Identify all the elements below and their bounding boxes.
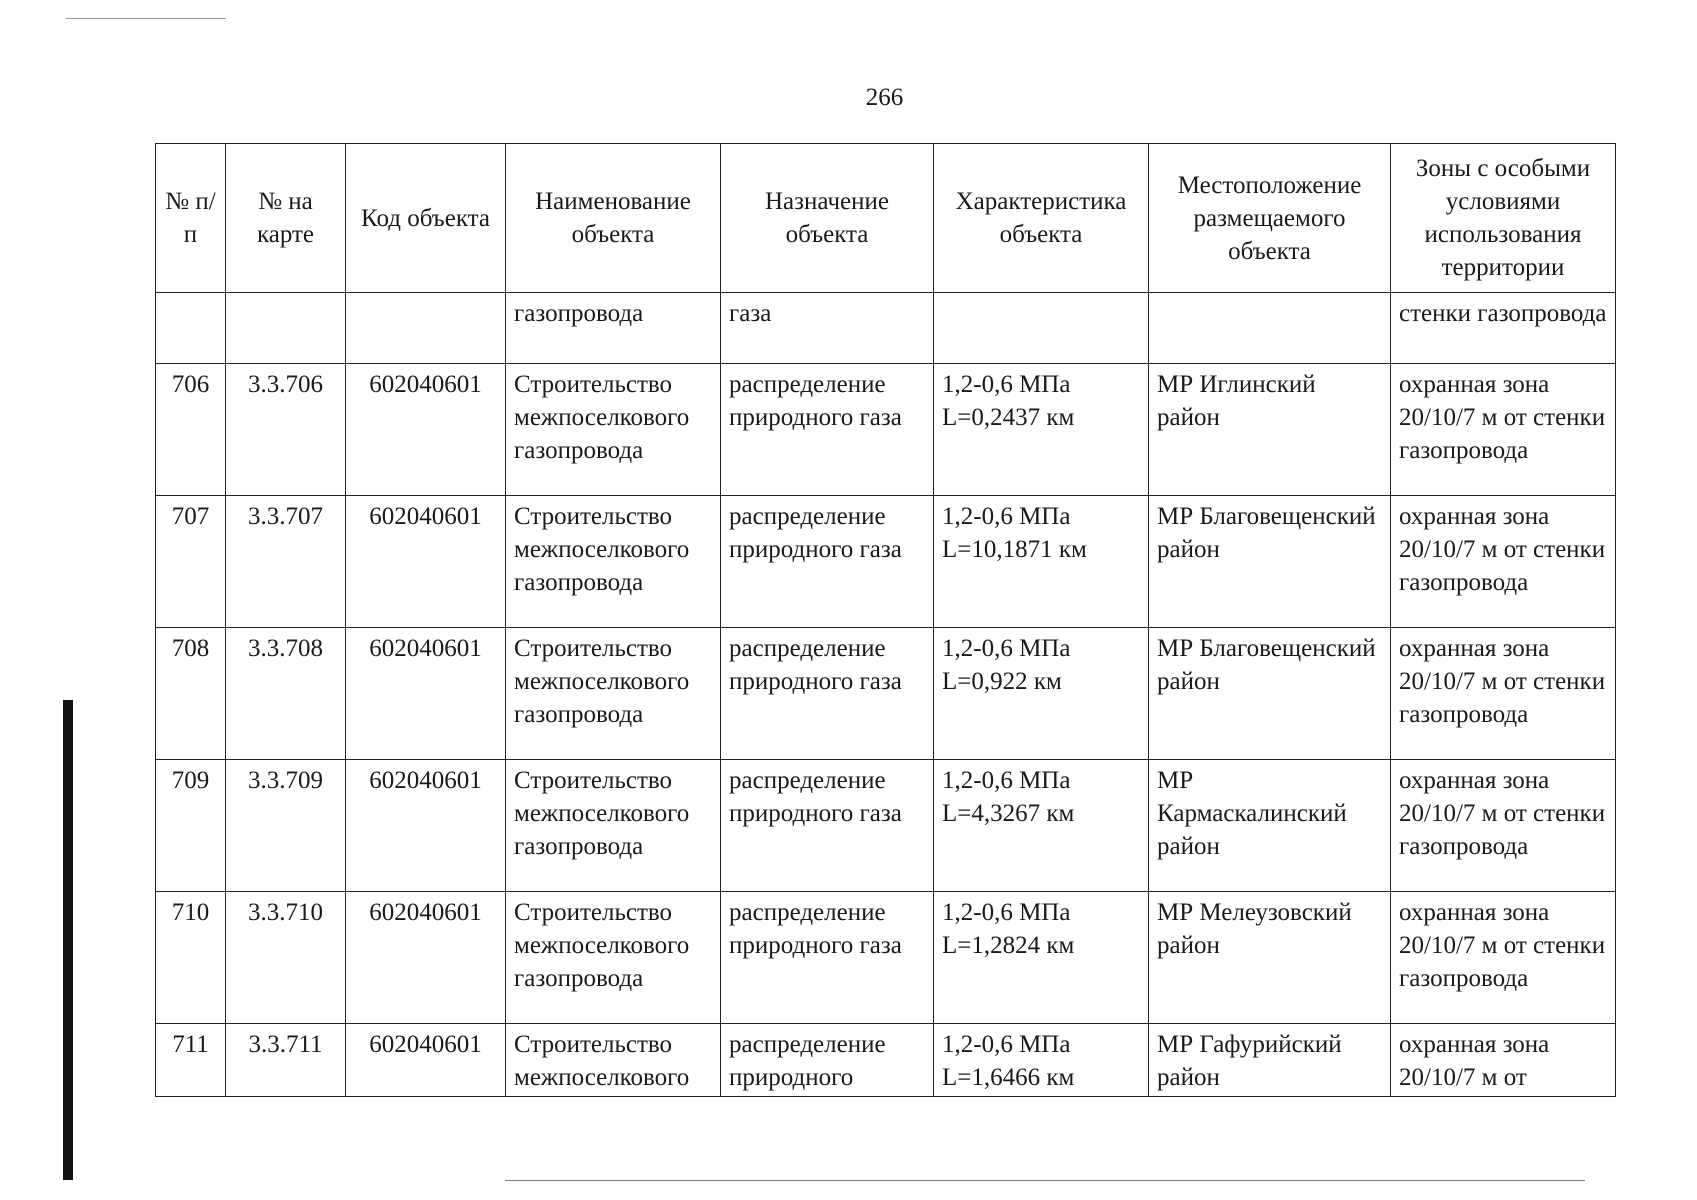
header-purpose: Назначение объекта xyxy=(721,144,934,293)
cell-code: 602040601 xyxy=(346,760,506,892)
page-number: 266 xyxy=(865,84,904,111)
cell-name: Строительство межпоселкового газопровода xyxy=(506,628,721,760)
cell-zones: охранная зона 20/10/7 м от стенки газопровода xyxy=(1391,496,1616,628)
cell-location: МР Кармаскалинский район xyxy=(1149,760,1391,892)
cell-zones: охранная зона 20/10/7 м от стенки газопровода xyxy=(1391,364,1616,496)
table-row xyxy=(156,892,1616,1024)
cell-name: Строительство межпоселкового газопровода xyxy=(506,364,721,496)
cell-length: L=4,3267 км xyxy=(942,800,1075,827)
cell-characteristics xyxy=(934,1024,1149,1097)
table-header-row xyxy=(156,144,1616,293)
cell-purpose: распределение природного газа xyxy=(721,496,934,628)
cell-length: L=1,2824 км xyxy=(942,932,1075,959)
cell-num: 707 xyxy=(156,496,226,628)
cell-characteristics xyxy=(934,496,1149,628)
cell-purpose: распределение природного газа xyxy=(721,364,934,496)
table-row xyxy=(156,760,1616,892)
cell-location: МР Иглинский район xyxy=(1149,364,1391,496)
table-row xyxy=(156,496,1616,628)
cell-pressure: 1,2-0,6 МПа xyxy=(942,635,1071,662)
cell-map-num: 3.3.710 xyxy=(226,892,346,1024)
cell-num: 709 xyxy=(156,760,226,892)
cell-code: 602040601 xyxy=(346,364,506,496)
cell-location: МР Гафурийский район xyxy=(1149,1024,1391,1097)
cell-code: 602040601 xyxy=(346,496,506,628)
cell-name: Строительство межпоселкового газопровода xyxy=(506,892,721,1024)
cell-characteristics xyxy=(934,628,1149,760)
cell-zones: стенки газопровода xyxy=(1391,293,1616,364)
cell-characteristics xyxy=(934,293,1149,364)
cell-location: МР Мелеузовский район xyxy=(1149,892,1391,1024)
cell-purpose: распределение природного xyxy=(721,1024,934,1097)
cell-length: L=10,1871 км xyxy=(942,536,1087,563)
cell-name: газопровода xyxy=(506,293,721,364)
cell-map-num: 3.3.707 xyxy=(226,496,346,628)
cell-characteristics xyxy=(934,760,1149,892)
table-row-last xyxy=(156,1024,1616,1097)
table-row xyxy=(156,364,1616,496)
cell-characteristics xyxy=(934,364,1149,496)
cell-num: 711 xyxy=(156,1024,226,1097)
cell-length: L=0,922 км xyxy=(942,668,1062,695)
cell-map-num: 3.3.708 xyxy=(226,628,346,760)
cell-num xyxy=(156,293,226,364)
cell-purpose: газа xyxy=(721,293,934,364)
cell-name: Строительство межпоселкового газопровода xyxy=(506,496,721,628)
cell-location: МР Благовещенский район xyxy=(1149,496,1391,628)
cell-purpose: распределение природного газа xyxy=(721,760,934,892)
objects-table xyxy=(155,143,1616,1097)
table-row-continuation xyxy=(156,293,1616,364)
cell-zones: охранная зона 20/10/7 м от xyxy=(1391,1024,1616,1097)
cell-code: 602040601 xyxy=(346,1024,506,1097)
cell-pressure: 1,2-0,6 МПа xyxy=(942,503,1071,530)
cell-name: Строительство межпоселкового газопровода xyxy=(506,760,721,892)
cell-name: Строительство межпоселкового xyxy=(506,1024,721,1097)
header-characteristics: Характеристика объекта xyxy=(934,144,1149,293)
cell-characteristics xyxy=(934,892,1149,1024)
scan-artifact-bottom-line xyxy=(505,1180,1585,1181)
cell-zones: охранная зона 20/10/7 м от стенки газопровода xyxy=(1391,760,1616,892)
header-name: Наименование объекта xyxy=(506,144,721,293)
cell-map-num: 3.3.706 xyxy=(226,364,346,496)
scan-artifact-left-bar xyxy=(63,700,73,1180)
cell-purpose: распределение природного газа xyxy=(721,628,934,760)
cell-pressure: 1,2-0,6 МПа xyxy=(942,1031,1071,1058)
cell-num: 708 xyxy=(156,628,226,760)
cell-num: 706 xyxy=(156,364,226,496)
header-location: Местоположение размещаемого объекта xyxy=(1149,144,1391,293)
cell-purpose: распределение природного газа xyxy=(721,892,934,1024)
cell-num: 710 xyxy=(156,892,226,1024)
cell-length: L=1,6466 км xyxy=(942,1064,1075,1091)
cell-code: 602040601 xyxy=(346,892,506,1024)
cell-code: 602040601 xyxy=(346,628,506,760)
cell-location: МР Благовещенский район xyxy=(1149,628,1391,760)
scan-artifact-top-line xyxy=(66,18,226,19)
cell-pressure: 1,2-0,6 МПа xyxy=(942,899,1071,926)
cell-pressure: 1,2-0,6 МПа xyxy=(942,371,1071,398)
cell-pressure: 1,2-0,6 МПа xyxy=(942,767,1071,794)
cell-length: L=0,2437 км xyxy=(942,404,1075,431)
cell-map-num xyxy=(226,293,346,364)
cell-zones: охранная зона 20/10/7 м от стенки газопровода xyxy=(1391,628,1616,760)
table-row xyxy=(156,628,1616,760)
header-zones: Зоны с особыми условиями использования территории xyxy=(1391,144,1616,293)
header-num: № п/п xyxy=(156,144,226,293)
header-map-num: № на карте xyxy=(226,144,346,293)
cell-location xyxy=(1149,293,1391,364)
header-code: Код объекта xyxy=(346,144,506,293)
cell-map-num: 3.3.711 xyxy=(226,1024,346,1097)
cell-map-num: 3.3.709 xyxy=(226,760,346,892)
cell-code xyxy=(346,293,506,364)
cell-zones: охранная зона 20/10/7 м от стенки газопровода xyxy=(1391,892,1616,1024)
